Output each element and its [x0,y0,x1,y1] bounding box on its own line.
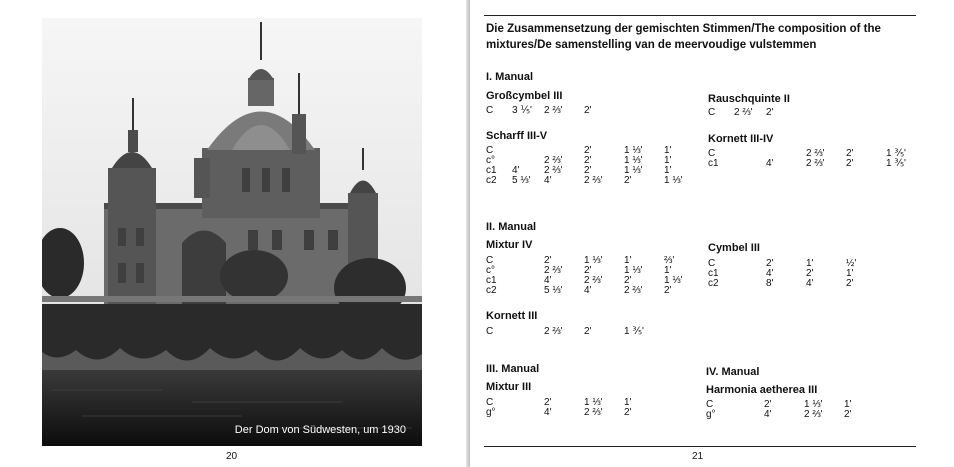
table-cell: 2 ⅔' [544,265,563,276]
table-cell: 1' [624,397,632,408]
table-cell: 2' [624,407,632,418]
table-cell: 1 ⅓' [624,145,643,156]
page-number-right: 21 [692,451,704,462]
table-cell: 2' [584,326,592,337]
table-cell: C [708,258,716,269]
table-cell: c2 [486,175,497,186]
table-cell: C [708,148,716,159]
table-cell: g° [486,407,496,418]
table-cell: ⅔' [664,255,675,266]
page-number-left: 20 [226,451,238,462]
table-cell: 2 ⅔' [734,107,753,118]
table-cell: 4' [766,158,774,169]
stop-name: Scharff III-V [486,130,548,142]
table-cell: 5 ⅓' [544,285,563,296]
table-cell: 4' [584,285,592,296]
table-cell: 4' [544,407,552,418]
table-cell: 1' [664,265,672,276]
table-cell: 2' [846,158,854,169]
table-cell: 1 ⅓' [584,397,603,408]
table-cell: c1 [708,268,719,279]
table-cell: 2' [584,155,592,166]
table-cell: 2' [584,165,592,176]
table-cell: 1' [806,258,814,269]
cathedral-photo [42,18,422,446]
stop-name: Kornett III [486,310,538,322]
stop-name: Kornett III-IV [708,133,774,145]
bottom-rule [484,446,916,447]
manual-heading: II. Manual [486,221,537,233]
table-cell: c° [486,265,495,276]
table-cell: 5 ⅓' [512,175,531,186]
table-cell: 3 ⅕' [512,105,532,116]
table-cell: c1 [486,275,497,286]
table-cell: 4' [544,175,552,186]
stop-name: Mixtur IV [486,239,533,251]
left-page [0,0,470,467]
table-cell: c2 [708,278,719,289]
right-page [470,0,954,467]
table-cell: 2' [544,255,552,266]
table-cell: c2 [486,285,497,296]
table-cell: 2' [844,409,852,420]
table-cell: 2' [584,105,592,116]
table-cell: g° [706,409,716,420]
table-cell: 2' [766,258,774,269]
table-cell: 2' [664,285,672,296]
top-rule [484,15,916,16]
table-cell: 1 ⅓' [624,265,643,276]
stop-name: Harmonia aetherea III [706,384,818,396]
stop-name: Cymbel III [708,242,760,254]
table-cell: 2' [846,148,854,159]
table-cell: 2 ⅔' [806,158,825,169]
stop-name: Rauschquinte II [708,93,790,105]
table-cell: 4' [806,278,814,289]
table-cell: 1' [846,268,854,279]
table-cell: 2 ⅔' [584,175,603,186]
table-cell: 1 ⅗' [886,148,906,159]
table-cell: 1 ⅗' [886,158,906,169]
table-cell: c1 [486,165,497,176]
stop-name: Mixtur III [486,381,532,393]
photo-caption: Der Dom von Südwesten, um 1930 [234,424,406,436]
table-cell: 1' [664,165,672,176]
table-cell: 2' [766,107,774,118]
table-cell: 2' [624,175,632,186]
manual-heading: IV. Manual [706,366,760,378]
table-cell: 1' [664,155,672,166]
table-cell: 2 ⅔' [584,275,603,286]
table-cell: 1 ⅓' [584,255,603,266]
table-cell: 2' [806,268,814,279]
table-cell: ½' [846,258,857,269]
table-cell: 4' [544,275,552,286]
table-cell: 2' [624,275,632,286]
table-cell: 2 ⅔' [624,285,643,296]
table-cell: 2' [846,278,854,289]
manual-heading: I. Manual [486,71,534,83]
table-cell: 2 ⅔' [544,326,563,337]
table-cell: c° [486,155,495,166]
table-cell: 2 ⅔' [544,165,563,176]
table-cell: 1 ⅗' [624,326,644,337]
table-cell: 2 ⅔' [804,409,823,420]
stop-name: Großcymbel III [486,90,563,102]
table-cell: 1 ⅓' [664,275,683,286]
table-cell: c1 [708,158,719,169]
table-cell: 2 ⅔' [544,105,563,116]
table-cell: 1 ⅓' [624,155,643,166]
table-cell: C [486,145,494,156]
table-cell: 1 ⅓' [624,165,643,176]
table-cell: 1 ⅓' [664,175,683,186]
table-cell: 2' [584,265,592,276]
table-cell: C [708,107,716,118]
table-cell: 8' [766,278,774,289]
table-cell: 2' [584,145,592,156]
table-cell: 2 ⅔' [544,155,563,166]
table-cell: 1' [624,255,632,266]
table-cell: 2' [544,397,552,408]
table-cell: 1' [844,399,852,410]
manual-heading: III. Manual [486,363,540,375]
table-cell: C [486,105,494,116]
table-cell: C [706,399,714,410]
table-cell: 1' [664,145,672,156]
table-cell: 1 ⅓' [804,399,823,410]
table-cell: 2' [764,399,772,410]
table-cell: C [486,397,494,408]
table-cell: 4' [766,268,774,279]
berlin-cathedral-image [42,18,422,446]
table-cell: C [486,326,494,337]
table-cell: 4' [512,165,520,176]
table-cell: C [486,255,494,266]
table-cell: 2 ⅔' [584,407,603,418]
page-heading: Die Zusammensetzung der gemischten Stimmen/The composition of the mixtures/De samenstelling van de meervoudige vulstemmen [486,23,881,51]
table-cell: 4' [764,409,772,420]
table-cell: 2 ⅔' [806,148,825,159]
